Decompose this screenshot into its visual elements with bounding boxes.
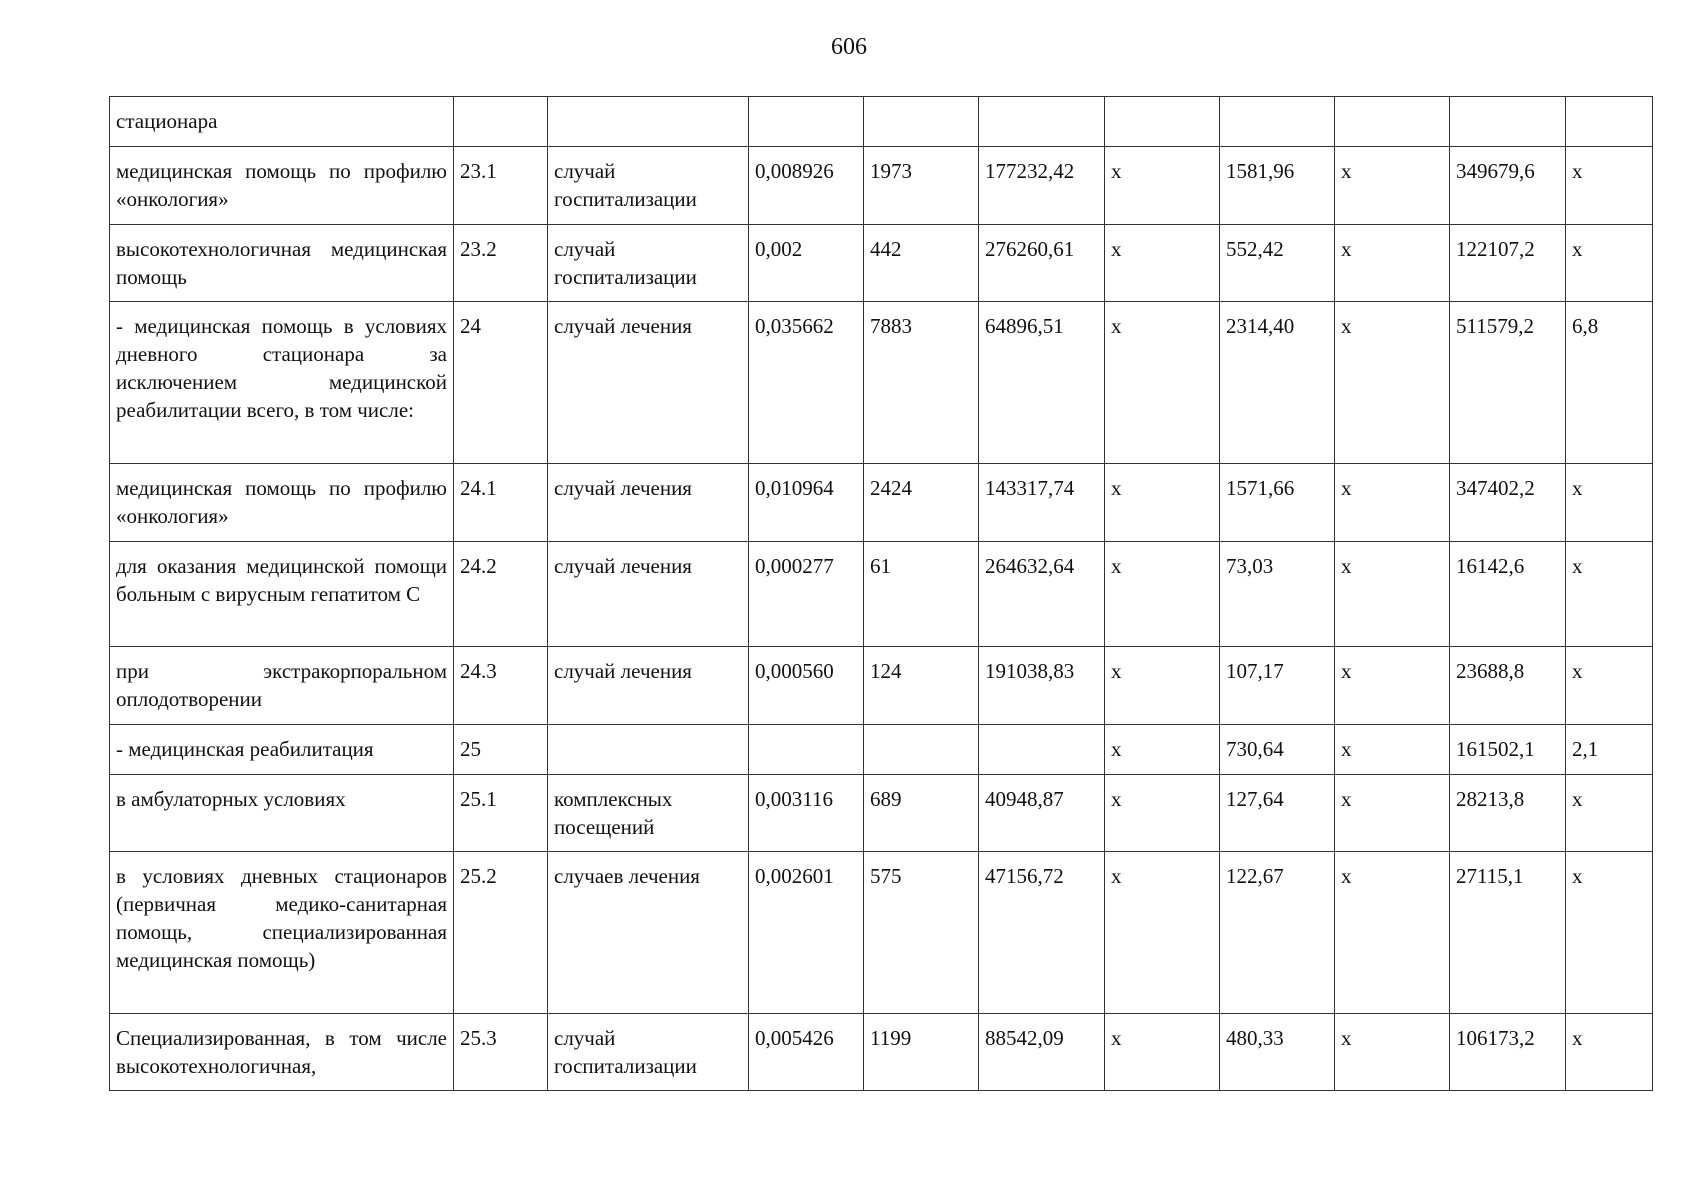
- table-cell: случай госпитализации: [548, 225, 749, 302]
- table-cell: комплексных посещений: [548, 775, 749, 852]
- table-cell: х: [1105, 725, 1220, 775]
- table-cell: 575: [864, 852, 979, 1014]
- table-cell: 1973: [864, 147, 979, 225]
- table-cell: х: [1335, 542, 1450, 647]
- table-cell: 480,33: [1220, 1014, 1335, 1091]
- table-cell: 347402,2: [1450, 464, 1566, 542]
- table-row: [110, 464, 1653, 542]
- table-cell: х: [1566, 147, 1653, 225]
- table-cell: 552,42: [1220, 225, 1335, 302]
- table-cell: [1335, 97, 1450, 147]
- table-cell: х: [1335, 302, 1450, 464]
- table-cell: х: [1566, 225, 1653, 302]
- table-cell: 23.1: [454, 147, 548, 225]
- table-cell: 27115,1: [1450, 852, 1566, 1014]
- table-body: [110, 97, 1653, 1091]
- table-cell: 177232,42: [979, 147, 1105, 225]
- table-cell: х: [1105, 775, 1220, 852]
- table-cell: 0,000560: [749, 647, 864, 725]
- table-cell: случаев лечения: [548, 852, 749, 1014]
- table-cell: 2,1: [1566, 725, 1653, 775]
- table-cell: 16142,6: [1450, 542, 1566, 647]
- table-cell: [1220, 97, 1335, 147]
- table-cell: х: [1105, 542, 1220, 647]
- table-cell: 124: [864, 647, 979, 725]
- row-description-cell: для оказания медицинской помощи больным с вирусным гепатитом С: [110, 542, 454, 647]
- table-cell: случай госпитализации: [548, 147, 749, 225]
- table-cell: 88542,09: [979, 1014, 1105, 1091]
- table-row: [110, 1014, 1653, 1091]
- table-cell: [749, 725, 864, 775]
- table-cell: 0,005426: [749, 1014, 864, 1091]
- table-cell: [749, 97, 864, 147]
- table-cell: 1581,96: [1220, 147, 1335, 225]
- table-cell: х: [1566, 775, 1653, 852]
- page-number: 606: [831, 34, 867, 60]
- table-cell: 64896,51: [979, 302, 1105, 464]
- table-cell: 0,035662: [749, 302, 864, 464]
- table-cell: х: [1566, 464, 1653, 542]
- table-cell: х: [1105, 647, 1220, 725]
- table-cell: х: [1566, 647, 1653, 725]
- table-cell: случай лечения: [548, 647, 749, 725]
- table-cell: 0,002601: [749, 852, 864, 1014]
- table-cell: 0,010964: [749, 464, 864, 542]
- table-cell: 442: [864, 225, 979, 302]
- table-cell: 0,003116: [749, 775, 864, 852]
- table-cell: 24.3: [454, 647, 548, 725]
- row-description-cell: в амбулаторных условиях: [110, 775, 454, 852]
- row-description-cell: Специализированная, в том числе высокотехнологичная,: [110, 1014, 454, 1091]
- table-cell: 47156,72: [979, 852, 1105, 1014]
- table-cell: х: [1105, 464, 1220, 542]
- table-cell: 6,8: [1566, 302, 1653, 464]
- table-cell: [454, 97, 548, 147]
- table-row: [110, 775, 1653, 852]
- table-cell: 24: [454, 302, 548, 464]
- table-cell: 161502,1: [1450, 725, 1566, 775]
- table-cell: [979, 97, 1105, 147]
- table-cell: 107,17: [1220, 647, 1335, 725]
- row-description-cell: стационара: [110, 97, 454, 147]
- table-cell: 511579,2: [1450, 302, 1566, 464]
- table-cell: случай лечения: [548, 302, 749, 464]
- table-cell: [864, 97, 979, 147]
- table-cell: х: [1566, 1014, 1653, 1091]
- table-cell: 122,67: [1220, 852, 1335, 1014]
- table-cell: 40948,87: [979, 775, 1105, 852]
- table-cell: х: [1105, 225, 1220, 302]
- table-cell: 73,03: [1220, 542, 1335, 647]
- row-description-cell: в условиях дневных стационаров (первичная медико-санитарная помощь, специализированная медицинская помощь): [110, 852, 454, 1014]
- table-cell: [1450, 97, 1566, 147]
- table-cell: [1105, 97, 1220, 147]
- table-cell: х: [1566, 542, 1653, 647]
- table-cell: 689: [864, 775, 979, 852]
- table-row: [110, 225, 1653, 302]
- table-cell: случай лечения: [548, 542, 749, 647]
- table-cell: х: [1335, 852, 1450, 1014]
- table-cell: [864, 725, 979, 775]
- table-cell: 1571,66: [1220, 464, 1335, 542]
- table-cell: [548, 725, 749, 775]
- table-cell: 349679,6: [1450, 147, 1566, 225]
- table-cell: х: [1105, 1014, 1220, 1091]
- row-description-cell: - медицинская реабилитация: [110, 725, 454, 775]
- table-cell: 0,000277: [749, 542, 864, 647]
- table-cell: [1566, 97, 1653, 147]
- table-cell: х: [1335, 1014, 1450, 1091]
- table-cell: 25: [454, 725, 548, 775]
- table-row: [110, 725, 1653, 775]
- table-cell: 2424: [864, 464, 979, 542]
- table-cell: 25.2: [454, 852, 548, 1014]
- table-row: [110, 97, 1653, 147]
- row-description-cell: при экстракорпоральном оплодотворении: [110, 647, 454, 725]
- table-cell: 127,64: [1220, 775, 1335, 852]
- table-cell: х: [1566, 852, 1653, 1014]
- table-cell: случай госпитализации: [548, 1014, 749, 1091]
- table-cell: х: [1335, 147, 1450, 225]
- row-description-cell: высокотехнологичная медицинская помощь: [110, 225, 454, 302]
- table-cell: х: [1335, 775, 1450, 852]
- row-description-cell: медицинская помощь по профилю «онкология»: [110, 464, 454, 542]
- table-cell: х: [1105, 302, 1220, 464]
- table-cell: [979, 725, 1105, 775]
- table-cell: 2314,40: [1220, 302, 1335, 464]
- table-cell: х: [1335, 725, 1450, 775]
- table-cell: случай лечения: [548, 464, 749, 542]
- table-cell: 730,64: [1220, 725, 1335, 775]
- table-cell: 122107,2: [1450, 225, 1566, 302]
- table-cell: 23.2: [454, 225, 548, 302]
- table-cell: 143317,74: [979, 464, 1105, 542]
- table-cell: 24.2: [454, 542, 548, 647]
- table-row: [110, 852, 1653, 1014]
- table-cell: 24.1: [454, 464, 548, 542]
- table-cell: х: [1335, 647, 1450, 725]
- table-cell: 106173,2: [1450, 1014, 1566, 1091]
- data-table: [109, 96, 1653, 1091]
- table-cell: 0,002: [749, 225, 864, 302]
- table-cell: 264632,64: [979, 542, 1105, 647]
- table-row: [110, 647, 1653, 725]
- table-cell: 61: [864, 542, 979, 647]
- table-row: [110, 147, 1653, 225]
- table-cell: 0,008926: [749, 147, 864, 225]
- table-cell: х: [1335, 225, 1450, 302]
- table-cell: 23688,8: [1450, 647, 1566, 725]
- table-cell: 25.3: [454, 1014, 548, 1091]
- row-description-cell: - медицинская помощь в условиях дневного стационара за исключением медицинской реабилитации всего, в том числе:: [110, 302, 454, 464]
- table-cell: [548, 97, 749, 147]
- table-cell: 25.1: [454, 775, 548, 852]
- table-cell: 7883: [864, 302, 979, 464]
- table-cell: 191038,83: [979, 647, 1105, 725]
- table-row: [110, 302, 1653, 464]
- table-cell: 276260,61: [979, 225, 1105, 302]
- row-description-cell: медицинская помощь по профилю «онкология»: [110, 147, 454, 225]
- table-cell: х: [1105, 147, 1220, 225]
- table-cell: х: [1105, 852, 1220, 1014]
- table-cell: х: [1335, 464, 1450, 542]
- table-cell: 28213,8: [1450, 775, 1566, 852]
- table-cell: 1199: [864, 1014, 979, 1091]
- table-row: [110, 542, 1653, 647]
